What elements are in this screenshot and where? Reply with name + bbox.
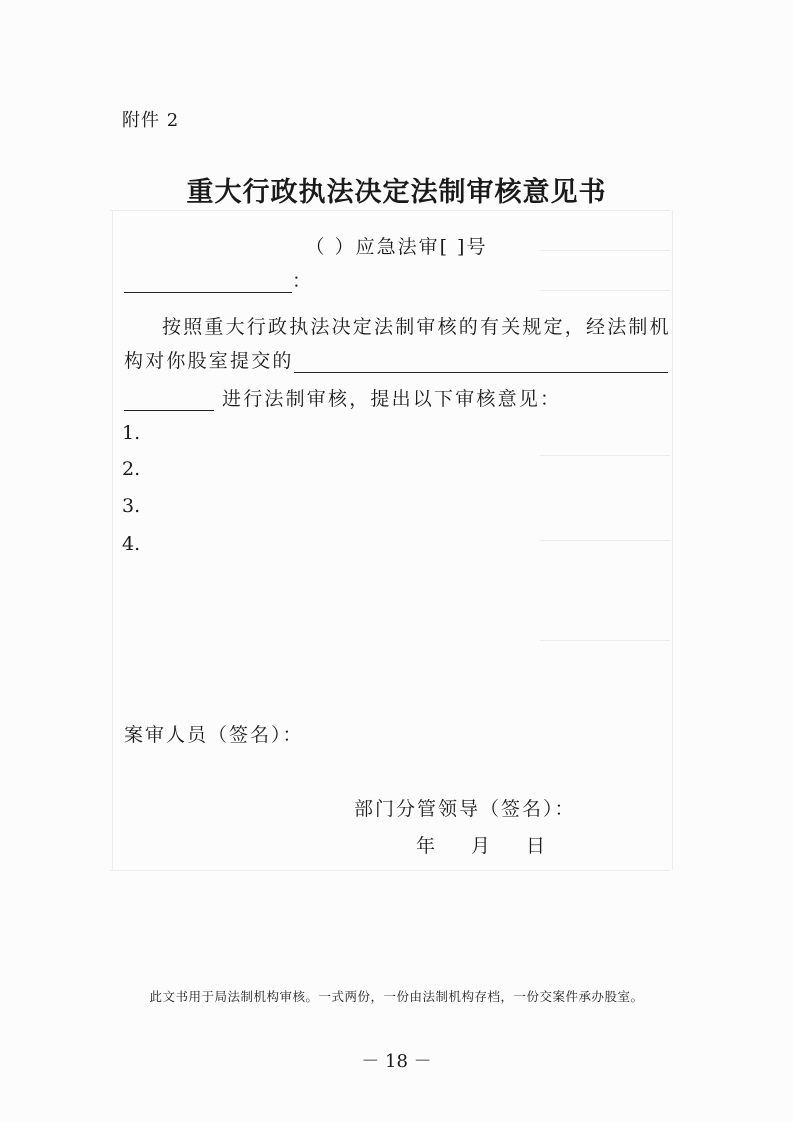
paragraph-line-1 <box>124 308 684 346</box>
paragraph-text-3: 进行法制审核，提出以下审核意见： <box>222 388 562 410</box>
document-title: 重大行政执法决定法制审核意见书 <box>186 177 607 208</box>
paragraph-text-2: 构对你股室提交的 <box>124 350 294 372</box>
opinion-item-2: 2. <box>122 458 141 480</box>
bleed-line <box>540 455 670 456</box>
page-number: － 18 － <box>361 1051 432 1072</box>
bleed-line <box>112 210 113 870</box>
paragraph-text-1: 按照重大行政执法决定法制审核的有关规定，经法制机 <box>162 316 671 338</box>
reviewer-signature-label: 案审人员（签名）： <box>124 724 304 746</box>
addressee-blank[interactable] <box>124 272 292 293</box>
date-month: 月 <box>471 835 491 857</box>
addressee-colon: ： <box>292 270 312 292</box>
attachment-label: 附件 2 <box>122 110 180 131</box>
footnote: 此文书用于局法制机构审核。一式两份，一份由法制机构存档，一份交案件承办股室。 <box>149 989 644 1004</box>
opinion-item-4: 4. <box>122 533 141 555</box>
paragraph-line-2 <box>124 346 668 373</box>
opinion-item-3: 3. <box>122 495 141 517</box>
leader-signature-label: 部门分管领导（签名）： <box>354 798 576 820</box>
opinion-item-1: 1. <box>122 422 141 444</box>
paragraph-line-3 <box>124 384 561 411</box>
document-number: （ ）应急法审[ ]号 <box>305 236 488 258</box>
addressee-line <box>124 266 311 293</box>
submitted-item-blank[interactable] <box>294 352 668 373</box>
bleed-line <box>110 210 670 211</box>
date-year: 年 <box>416 835 436 857</box>
bleed-line <box>540 290 670 291</box>
date-line <box>416 831 545 858</box>
bleed-line <box>110 870 670 871</box>
date-day: 日 <box>526 835 546 857</box>
bleed-line <box>540 640 670 641</box>
submitted-item-blank-cont[interactable] <box>124 390 214 411</box>
bleed-line <box>540 540 670 541</box>
